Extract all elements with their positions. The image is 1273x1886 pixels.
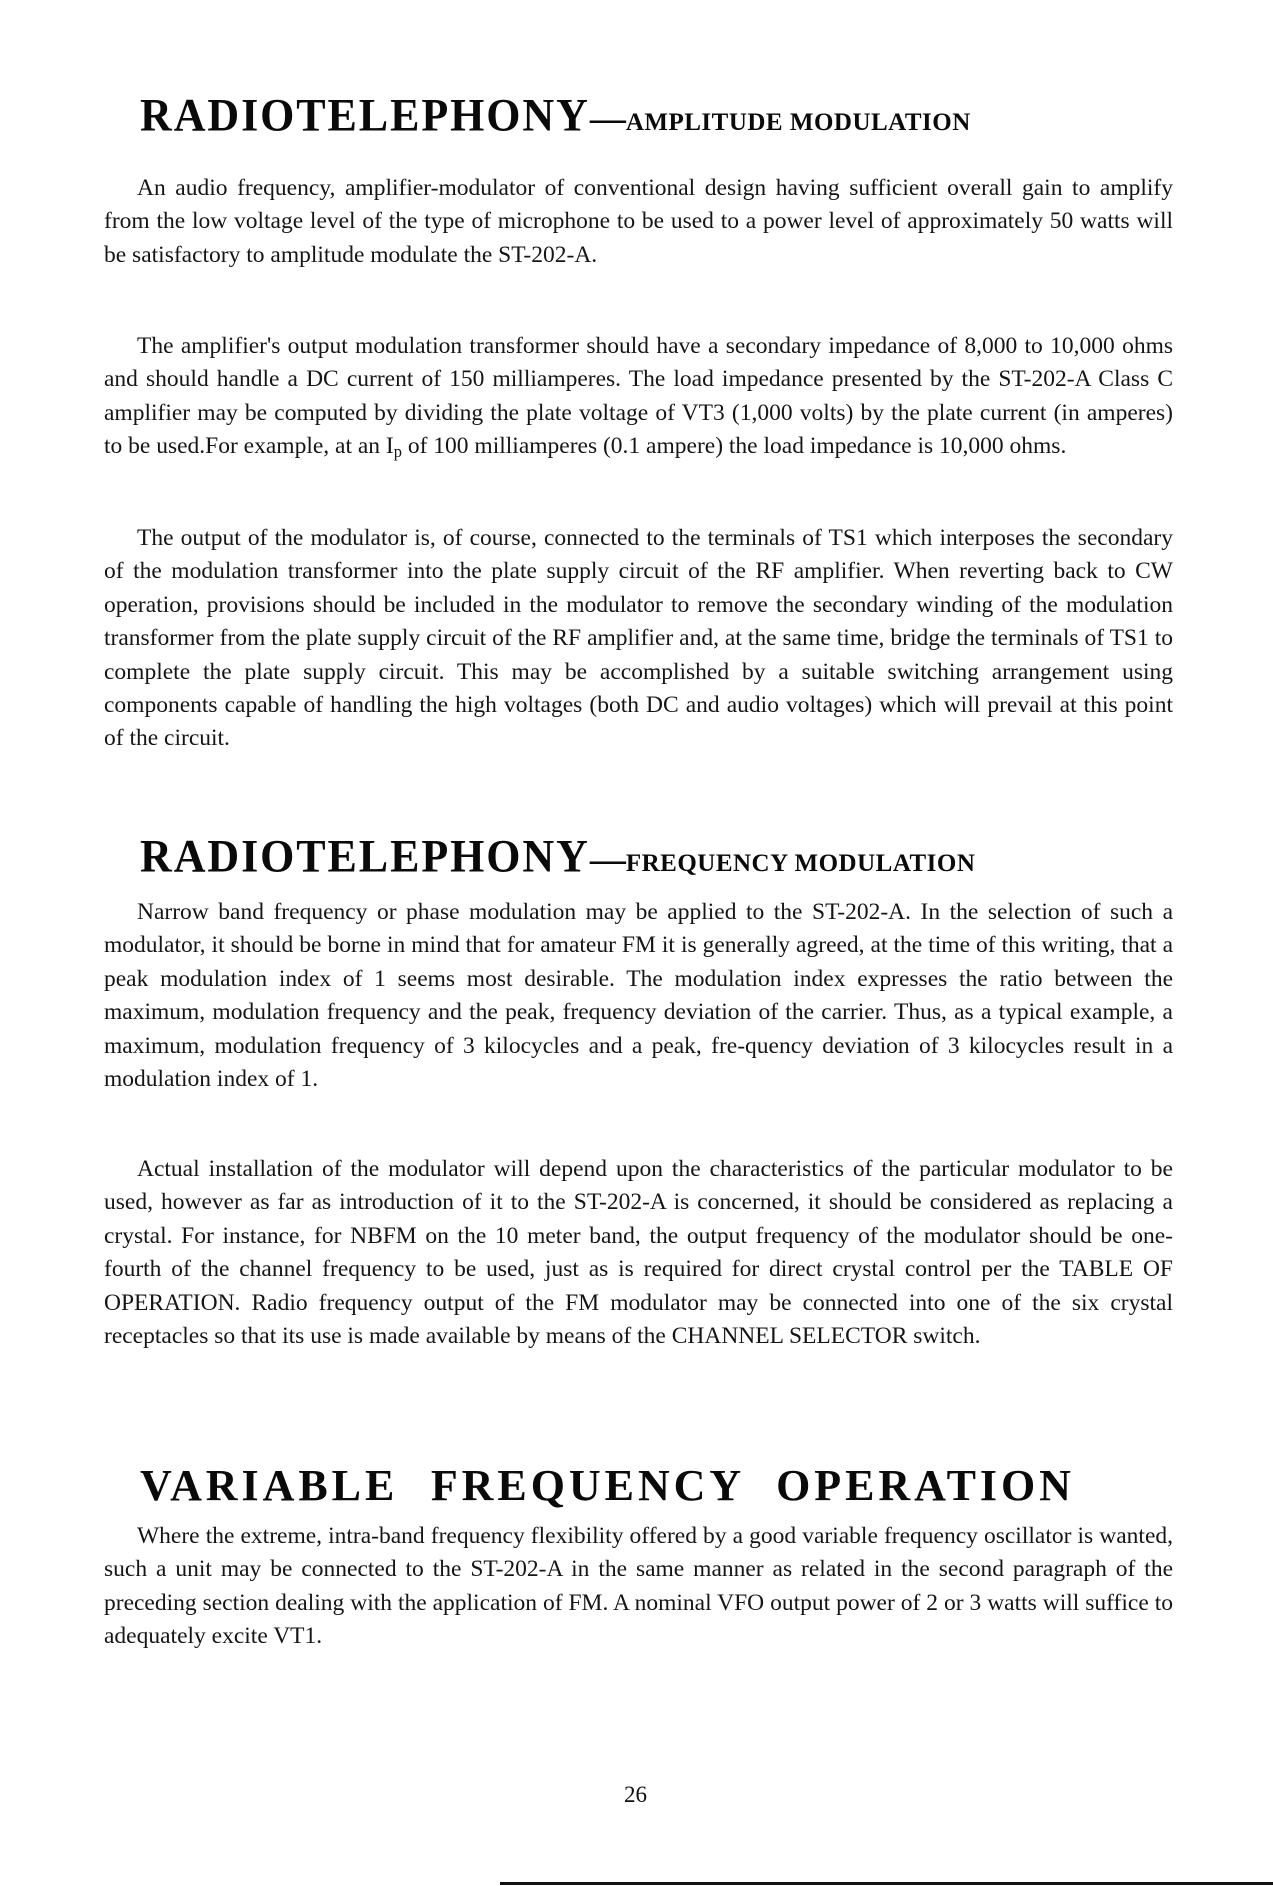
paragraph-fm-2: Actual installation of the modulator will depend upon the characteristics of the particular modulator to be used, however as far as introduction of it to the ST-202-A is concerned, it should be considered as replacing a crystal. For instance, for NBFM on the 10 meter band, the output frequency of the modulator should be one-fourth of the channel frequency to be used, just as is required for direct crystal control per the TABLE OF OPERATION. Radio frequency output of the FM modulator may be connected into one of the six crystal receptacles so that its use is made available by means of the CHANNEL SELECTOR switch. [104,1156,1173,1350]
paragraph-vfo-1: Where the extreme, intra-band frequency flexibility offered by a good variable frequency oscillator is wanted, such a unit may be connected to the ST-202-A in the same manner as related in the second paragraph of the preceding section dealing with the application of FM. A nominal VFO output power of 2 or 3 watts will suffice to adequately excite VT1. [104,1523,1173,1650]
bottom-edge-rule [500,1882,1273,1885]
plate-current-subscript: p [393,442,402,462]
paragraph-am-1: An audio frequency, amplifier-modulator of conventional design having sufficient overall gain to amplify from the low voltage level of the type of microphone to be used to a power level of approximately 50 watts will be satisfactory to amplitude modulate the ST-202-A. [104,175,1173,268]
heading-subtitle: FREQUENCY MODULATION [625,850,976,877]
section-heading-vfo: VARIABLE FREQUENCY OPERATION [140,1461,1075,1510]
heading-dash: — [589,98,626,138]
paragraph-fm-1: Narrow band frequency or phase modulation may be applied to the ST-202-A. In the selection of such a modulator, it should be borne in mind that for amateur FM it is generally agreed, at the time of this writing, that a peak modulation index of 1 seems most desirable. The modulation index expresses the ratio between the maximum, modulation frequency and the peak, frequency deviation of the carrier. Thus, as a typical example, a maximum, modulation frequency of 3 kilocycles and a peak, fre-quency deviation of 3 kilocycles result in a modulation index of 1. [104,899,1173,1093]
heading-main-text: RADIOTELEPHONY [140,89,590,142]
paragraph-am-2-text-b: of 100 milliamperes (0.1 ampere) the load impedance is 10,000 ohms. [401,433,1067,460]
section-heading-fm [140,831,975,882]
page-number: 26 [624,1782,647,1807]
heading-dash: — [589,839,626,879]
paragraph-am-2 [104,330,1173,469]
paragraph-am-2-text-a: The amplifier's output modulation transformer should have a secondary impedance of 8,000 to 10,000 ohms and should handle a DC current of 150 milliamperes. The load impedance presented by the ST-202-A Class C amplifier may be computed by dividing the plate voltage of VT3 (1,000 volts) by the plate current (in amperes) to be used.For example, at an I [104,333,1173,460]
section-heading-am [140,90,971,141]
heading-main-text: RADIOTELEPHONY [140,830,590,883]
heading-subtitle: AMPLITUDE MODULATION [625,109,971,136]
paragraph-am-3: The output of the modulator is, of course, connected to the terminals of TS1 which interposes the secondary of the modulation transformer into the plate supply circuit of the RF amplifier. When reverting back to CW operation, provisions should be included in the modulator to remove the secondary winding of the modulation transformer from the plate supply circuit of the RF amplifier and, at the same time, bridge the terminals of TS1 to complete the plate supply circuit. This may be accomplished by a suitable switching arrangement using components capable of handling the high voltages (both DC and audio voltages) which will prevail at this point of the circuit. [104,525,1173,752]
